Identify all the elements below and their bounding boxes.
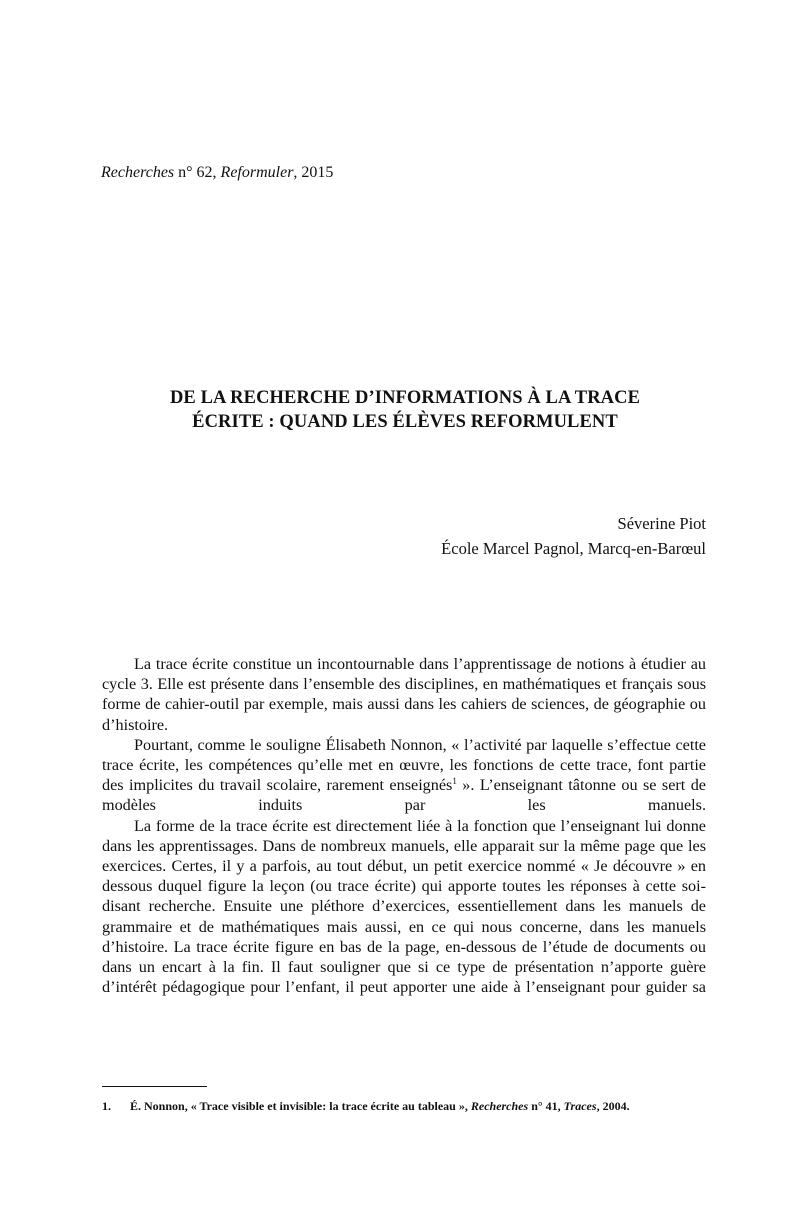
footnote-text-after: , 2004. [596,1099,630,1113]
footnote-number: 1. [102,1099,111,1113]
footnote-text-before: É. Nonnon, « Trace visible et invisible: la trace écrite au tableau », [130,1099,471,1113]
footnote-theme: Traces [563,1099,597,1113]
paragraph-1: La trace écrite constitue un incontournable dans l’apprentissage de notions à étudier au cycle 3. Elle est présente dans l’ensemble des disciplines, en mathématiques et français sous forme de cahier-outil par exemple, mais aussi dans les cahiers de sciences, de géographie ou d’histoire. [102,655,706,734]
footnote-journal: Recherches [470,1099,529,1113]
title-line-2: ÉCRITE : QUAND LES ÉLÈVES REFORMULENT [192,412,618,432]
article-title [80,386,730,434]
footnote-middle: n° 41, [528,1099,564,1113]
journal-name: Recherches [101,164,175,181]
footnote-1 [102,1098,630,1114]
author-affiliation: École Marcel Pagnol, Marcq-en-Barœul [441,539,706,558]
title-line-1: DE LA RECHERCHE D’INFORMATIONS À LA TRACE [169,388,641,408]
issue-number: n° 62, [174,164,221,181]
issue-year: , 2015 [293,164,334,181]
issue-theme: Reformuler [220,164,294,181]
footnote-reference[interactable]: 1 [452,776,457,787]
author-name: Séverine Piot [617,514,706,533]
paragraph-2-text-before: Pourtant, comme le souligne Élisabeth Nonnon, « l’activité par laquelle s’effectue cette trace écrite, les compétences qu’elle met en œuvre, les fonctions de cette trace, font partie des implicites du travail scolaire, rarement enseignés [102,735,706,795]
paragraph-3: La forme de la trace écrite est directement liée à la fonction que l’enseignant lui donne dans les apprentissages. Dans de nombreux manuels, elle apparait sur la même page que les exercices. Certes, il y a parfois, au tout début, un petit exercice nommé « Je découvre » en dessous duquel figure la leçon (ou trace écrite) qui apporte toutes les réponses à cette soi-disant recherche. Ensuite une pléthore d’exercices, essentiellement dans les manuels de grammaire et de mathématiques mais aussi, en ce qui nous concerne, dans les manuels d’histoire. La trace écrite figure en bas de la page, en-dessous de l’étude de documents ou dans un encart à la fin. Il faut souligner que si ce type de présentation n’apporte guère d’intérêt pédagogique pour l’enfant, il peut apporter une aide à l’enseignant pour guider sa [102,816,706,997]
paragraph-2-text-after: ». L’enseignant tâtonne ou se sert de modèles induits par les manuels. [102,776,706,815]
running-header [101,163,333,183]
paragraph-2 [102,735,706,816]
article-body [102,654,706,997]
footnote-divider [102,1086,207,1087]
author-block [441,511,706,561]
